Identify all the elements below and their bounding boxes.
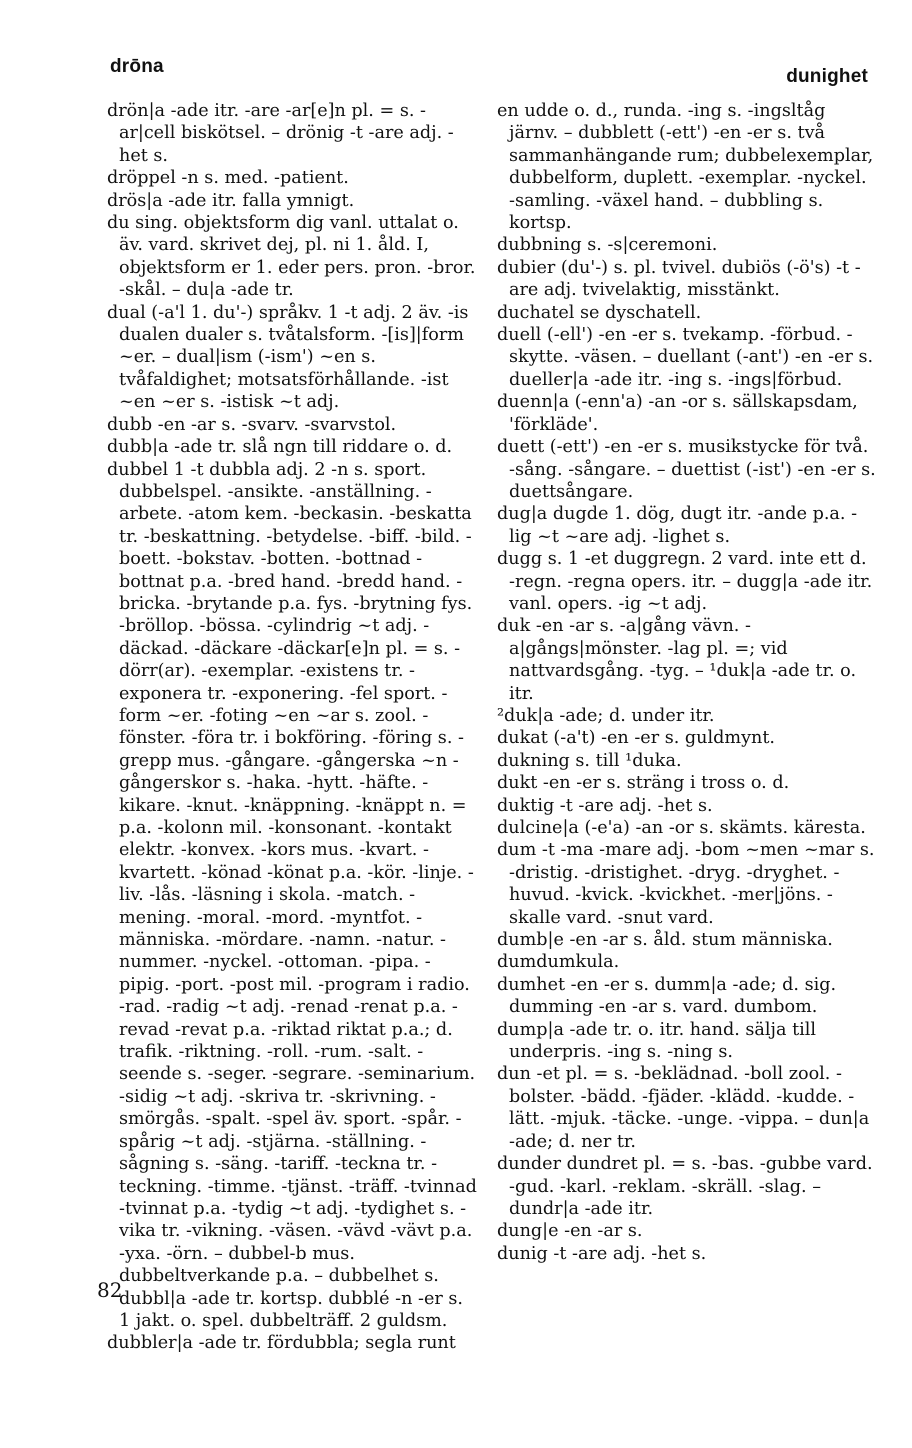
entry: duktig -t -are adj. -het s. xyxy=(497,795,713,816)
left-guide-word: drōna xyxy=(110,56,164,77)
entry: dumhet -en -er s. dumm|a -ade; d. sig. dumming -en -ar s. vard. dumbom. xyxy=(497,974,837,1018)
entry: dunig -t -are adj. -het s. xyxy=(497,1243,707,1264)
entry: ²duk|a -ade; d. under itr. xyxy=(497,705,715,726)
entry: duett (-ett') -en -er s. musikstycke för två. -sång. -sångare. – duettist (-ist') -en -er s. duettsångare. xyxy=(497,437,876,502)
entry: duk -en -ar s. -a|gång vävn. -a|gångs|mönster. -lag pl. =; vid nattvardsgång. -tyg. – ¹duk|a -ade tr. o. itr. xyxy=(497,616,857,704)
entry: dubbler|a -ade tr. fördubbla; segla runt xyxy=(107,1333,456,1354)
entry: dulcine|a (-e'a) -an -or s. skämts. käresta. xyxy=(497,818,866,838)
entry: dubier (du'-) s. pl. tvivel. dubiös (-ö's) -t -are adj. tvivelaktig, misstänkt. xyxy=(497,257,861,301)
entry: dubb -en -ar s. -svarv. -svarvstol. xyxy=(107,414,397,435)
entry: dumdumkula. xyxy=(497,952,620,973)
entry: dröppel -n s. med. -patient. xyxy=(107,168,349,189)
right-column xyxy=(497,100,877,1265)
left-column xyxy=(107,100,479,1355)
right-guide-word: dunighet xyxy=(786,66,868,87)
entry: dual (-a'l 1. du'-) språkv. 1 -t adj. 2 äv. -is dualen dualer s. tvåtalsform. -[is]|form ~er. – dual|ism (-ism') ~en s. tvåfaldighet; motsatsförhållande. -ist ~en ~er s. -istisk ~t adj. xyxy=(107,302,469,413)
entry: dugg s. 1 -et duggregn. 2 vard. inte ett d. -regn. -regna opers. itr. – dugg|a -ade itr. vanl. opers. -ig ~t adj. xyxy=(497,549,873,614)
entry: dubbning s. -s|ceremoni. xyxy=(497,235,718,256)
entry: dukat (-a't) -en -er s. guldmynt. xyxy=(497,728,776,749)
entry: dunder dundret pl. = s. -bas. -gubbe vard. -gud. -karl. -reklam. -skräll. -slag. – dundr|a -ade itr. xyxy=(497,1154,873,1219)
entry: duell (-ell') -en -er s. tvekamp. -förbud. -skytte. -väsen. – duellant (-ant') -en -er s. dueller|a -ade itr. -ing s. -ings|förbud. xyxy=(497,325,874,390)
page-number: 82 xyxy=(97,1278,123,1302)
entry: dung|e -en -ar s. xyxy=(497,1221,643,1242)
entry: dum -t -ma -mare adj. -bom ~men ~mar s. -dristig. -dristighet. -dryg. -dryghet. -huvud. -kvick. -kvickhet. -mer|jöns. -skalle vard. -snut vard. xyxy=(497,840,875,928)
entry: dun -et pl. = s. -beklädnad. -boll zool. -bolster. -bädd. -fjäder. -klädd. -kudde. -lätt. -mjuk. -täcke. -unge. -vippa. – dun|a -ade; d. ner tr. xyxy=(497,1064,870,1152)
entry: duchatel se dyschatell. xyxy=(497,302,702,323)
entry: dukning s. till ¹duka. xyxy=(497,750,682,771)
entry: dubbel 1 -t dubbla adj. 2 -n s. sport. dubbelspel. -ansikte. -anställning. -arbete. -atom kem. -beckasin. -beskatta tr. -beskattning. -betydelse. -biff. -bild. -boett. -bokstav. -botten. -bottnad -bottnat p.a. -bred hand. -bredd hand. -bricka. -brytande p.a. fys. -brytning fys. -bröllop. -bössa. -cylindrig ~t adj. -däckad. -däckare -däckar[e]n pl. = s. -dörr(ar). -exemplar. -existens tr. -exponera tr. -exponering. -fel sport. -form ~er. -foting ~en ~ar s. zool. -fönster. -föra tr. i bokföring. -föring s. -grepp mus. -gångare. -gångerska ~n -gångerskor s. -haka. -hytt. -häfte. -kikare. -knut. -knäppning. -knäppt n. = p.a. -kolonn mil. -konsonant. -kontakt elektr. -konvex. -kors mus. -kvart. -kvartett. -könad -könat p.a. -kör. -linje. -liv. -lås. -läsning i skola. -match. -mening. -moral. -mord. -myntfot. -människa. -mördare. -namn. -natur. -nummer. -nyckel. -ottoman. -pipa. -pipig. -port. -post mil. -program i radio. -rad. -radig ~t adj. -renad -renat p.a. -revad -revat p.a. -riktad riktat p.a.; d. trafik. -riktning. -roll. -rum. -salt. -seende s. -seger. -segrare. -seminarium. -sidig ~t adj. -skriva tr. -skrivning. -smörgås. -spalt. -spel äv. sport. -spår. -spårig ~t adj. -stjärna. -ställning. -sågning s. -säng. -tariff. -teckna tr. -teckning. -timme. -tjänst. -träff. -tvinnad -tvinnat p.a. -tydig ~t adj. -tydighet s. -vika tr. -vikning. -väsen. -vävd -vävt p.a. -yxa. -örn. – dubbel-b mus. dubbeltverkande p.a. – dubbelhet s. dubbl|a -ade tr. kortsp. dubblé -n -er s. 1 jakt. o. spel. dubbelträff. 2 guldsm. xyxy=(107,459,477,1331)
entry: du sing. objektsform dig vanl. uttalat o. äv. vard. skrivet dej, pl. ni 1. åld. I, objektsform er 1. eder pers. pron. -bror. -skål. – du|a -ade tr. xyxy=(107,213,476,301)
entry: dumb|e -en -ar s. åld. stum människa. xyxy=(497,930,833,951)
entry: duenn|a (-enn'a) -an -or s. sällskapsdam, 'förkläde'. xyxy=(497,392,858,435)
entry: en udde o. d., runda. -ing s. -ingsltåg järnv. – dubblett (-ett') -en -er s. två sammanhängande rum; dubbelexemplar, dubbelform, duplett. -exemplar. -nyckel. -samling. -växel hand. – dubbling s. kortsp. xyxy=(497,101,874,234)
entry: dukt -en -er s. sträng i tross o. d. xyxy=(497,773,790,794)
entry: dubb|a -ade tr. slå ngn till riddare o. d. xyxy=(107,437,453,458)
entry: dug|a dugde 1. dög, dugt itr. -ande p.a. -lig ~t ~are adj. -lighet s. xyxy=(497,504,858,547)
entry: dump|a -ade tr. o. itr. hand. sälja till underpris. -ing s. -ning s. xyxy=(497,1019,817,1063)
entry: drös|a -ade itr. falla ymnigt. xyxy=(107,190,355,211)
entry: drön|a -ade itr. -are -ar[e]n pl. = s. -ar|cell biskötsel. – drönig -t -are adj. -het s. xyxy=(107,101,454,166)
